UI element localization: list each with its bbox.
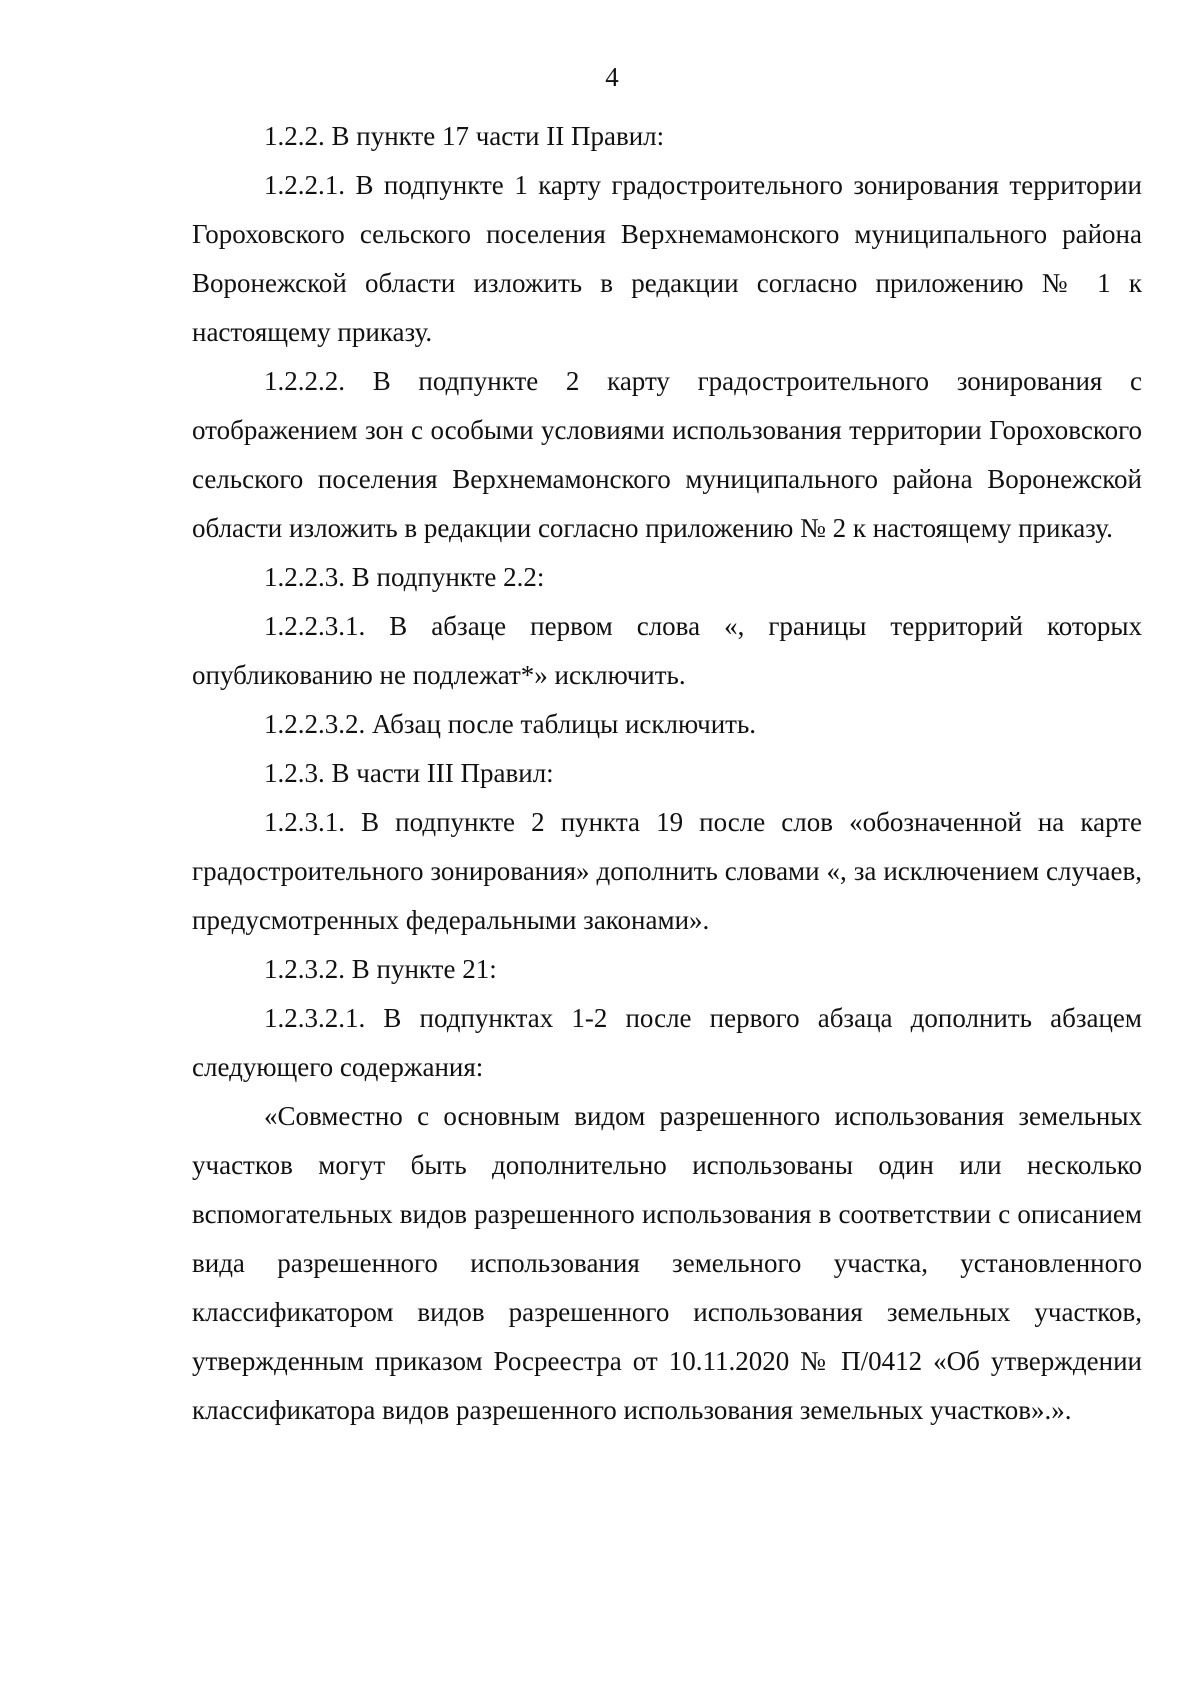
paragraph-1-2-3-2: 1.2.3.2. В пункте 21: [264, 954, 497, 984]
paragraph-1-2-3: 1.2.3. В части III Правил: [264, 758, 554, 788]
paragraph-1-2-2-1: 1.2.2.1. В подпункте 1 карту градостроительного зонирования территории Гороховского сельского поселения Верхнемамонского муниципального района Воронежской области изложить в редакции согласно приложению № 1 к настоящему приказу. [192, 170, 1142, 347]
paragraph-1-2-2-3-1: 1.2.2.3.1. В абзаце первом слова «, границы территорий которых опубликованию не подлежат*» исключить. [192, 611, 1142, 690]
quoted-insertion-paragraph: «Совместно с основным видом разрешенного использования земельных участков могут быть дополнительно использованы один или несколько вспомогательных видов разрешенного использования в соответствии с описанием вида разрешенного использования земельного участка, установленного классификатором видов разрешенного использования земельных участков, утвержденным приказом Росреестра от 10.11.2020 № П/0412 «Об утверждении классификатора видов разрешенного использования земельных участков».». [192, 1101, 1142, 1425]
paragraph-1-2-2: 1.2.2. В пункте 17 части II Правил: [264, 121, 665, 151]
paragraph-1-2-2-3-2: 1.2.2.3.2. Абзац после таблицы исключить. [264, 709, 757, 739]
paragraph-1-2-3-2-1: 1.2.3.2.1. В подпунктах 1-2 после первого абзаца дополнить абзацем следующего содержания: [192, 1003, 1142, 1082]
paragraph-1-2-2-2: 1.2.2.2. В подпункте 2 карту градостроительного зонирования с отображением зон с особыми условиями использования территории Гороховского сельского поселения Верхнемамонского муниципального района Воронежской области изложить в редакции согласно приложению № 2 к настоящему приказу. [192, 366, 1142, 543]
document-body [192, 112, 1142, 1435]
page-number: 4 [605, 62, 619, 92]
paragraph-1-2-3-1: 1.2.3.1. В подпункте 2 пункта 19 после слов «обозначенной на карте градостроительного зонирования» дополнить словами «, за исключением случаев, предусмотренных федеральными законами». [192, 807, 1142, 935]
paragraph-1-2-2-3: 1.2.2.3. В подпункте 2.2: [264, 562, 545, 592]
